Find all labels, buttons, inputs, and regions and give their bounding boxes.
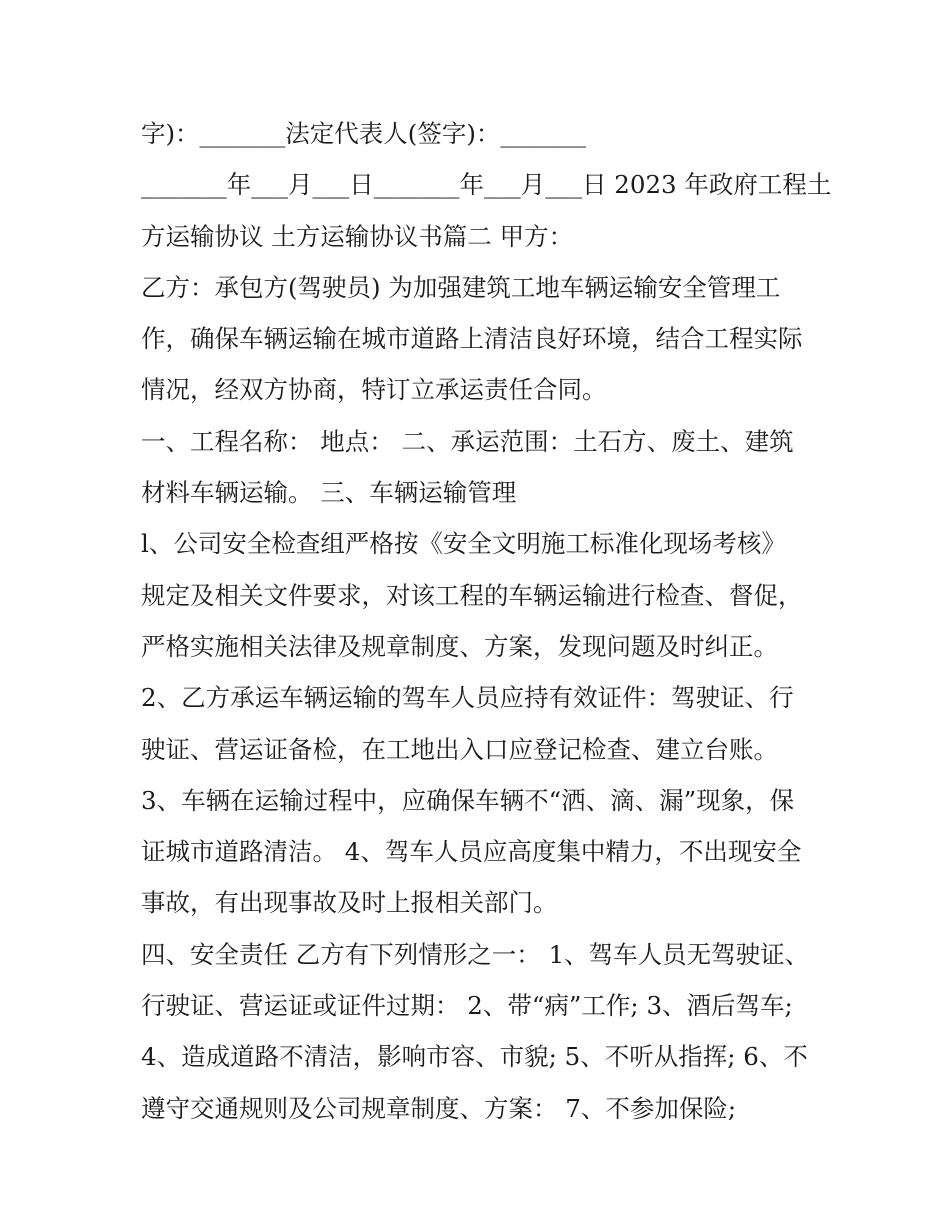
text-line: 方运输协议 土方运输协议书篇二 甲方： bbox=[141, 221, 574, 251]
text-line: 一、工程名称： 地点： 二、承运范围：土石方、废土、建筑 bbox=[141, 426, 794, 456]
text-line: 驶证、营运证备检，在工地出入口应登记检查、建立台账。 bbox=[141, 734, 778, 764]
document-body bbox=[141, 108, 832, 1134]
text-line: 3、车辆在运输过程中，应确保车辆不“洒、滴、漏”现象，保 bbox=[141, 785, 795, 815]
text-line: l、公司安全检查组严格按《安全文明施工标准化现场考核》 bbox=[141, 529, 786, 559]
text-line: 2、乙方承运车辆运输的驾车人员应持有效证件：驾驶证、行 bbox=[141, 683, 794, 713]
text-line: 情况，经双方协商，特订立承运责任合同。 bbox=[141, 375, 607, 405]
text-line: 4、造成道路不清洁，影响市容、市貌; 5、不听从指挥; 6、不 bbox=[141, 1042, 808, 1072]
text-line: 事故，有出现事故及时上报相关部门。 bbox=[141, 888, 558, 918]
text-line: 遵守交通规则及公司规章制度、方案： 7、不参加保险; bbox=[141, 1093, 737, 1123]
text-line: 字)：_______法定代表人(签字)：_______ bbox=[141, 119, 587, 148]
text-line: 严格实施相关法律及规章制度、方案，发现问题及时纠正。 bbox=[141, 631, 778, 661]
text-line: 作，确保车辆运输在城市道路上清洁良好环境，结合工程实际 bbox=[141, 324, 803, 354]
text-line: 乙方：承包方(驾驶员) 为加强建筑工地车辆运输安全管理工 bbox=[141, 272, 781, 302]
text-line: 材料车辆运输。 三、车辆运输管理 bbox=[141, 478, 517, 508]
text-line: 行驶证、营运证或证件过期： 2、带“病”工作; 3、酒后驾车; bbox=[141, 991, 793, 1021]
text-line: 证城市道路清洁。 4、驾车人员应高度集中精力，不出现安全 bbox=[141, 837, 802, 867]
text-line: 规定及相关文件要求，对该工程的车辆运输进行检查、督促， bbox=[141, 580, 803, 610]
text-line: 四、安全责任 乙方有下列情形之一： 1、驾车人员无驾驶证、 bbox=[141, 939, 810, 969]
text-line: _______年___月___日_______年___月___日 2023 年政府工程土 bbox=[141, 170, 832, 200]
